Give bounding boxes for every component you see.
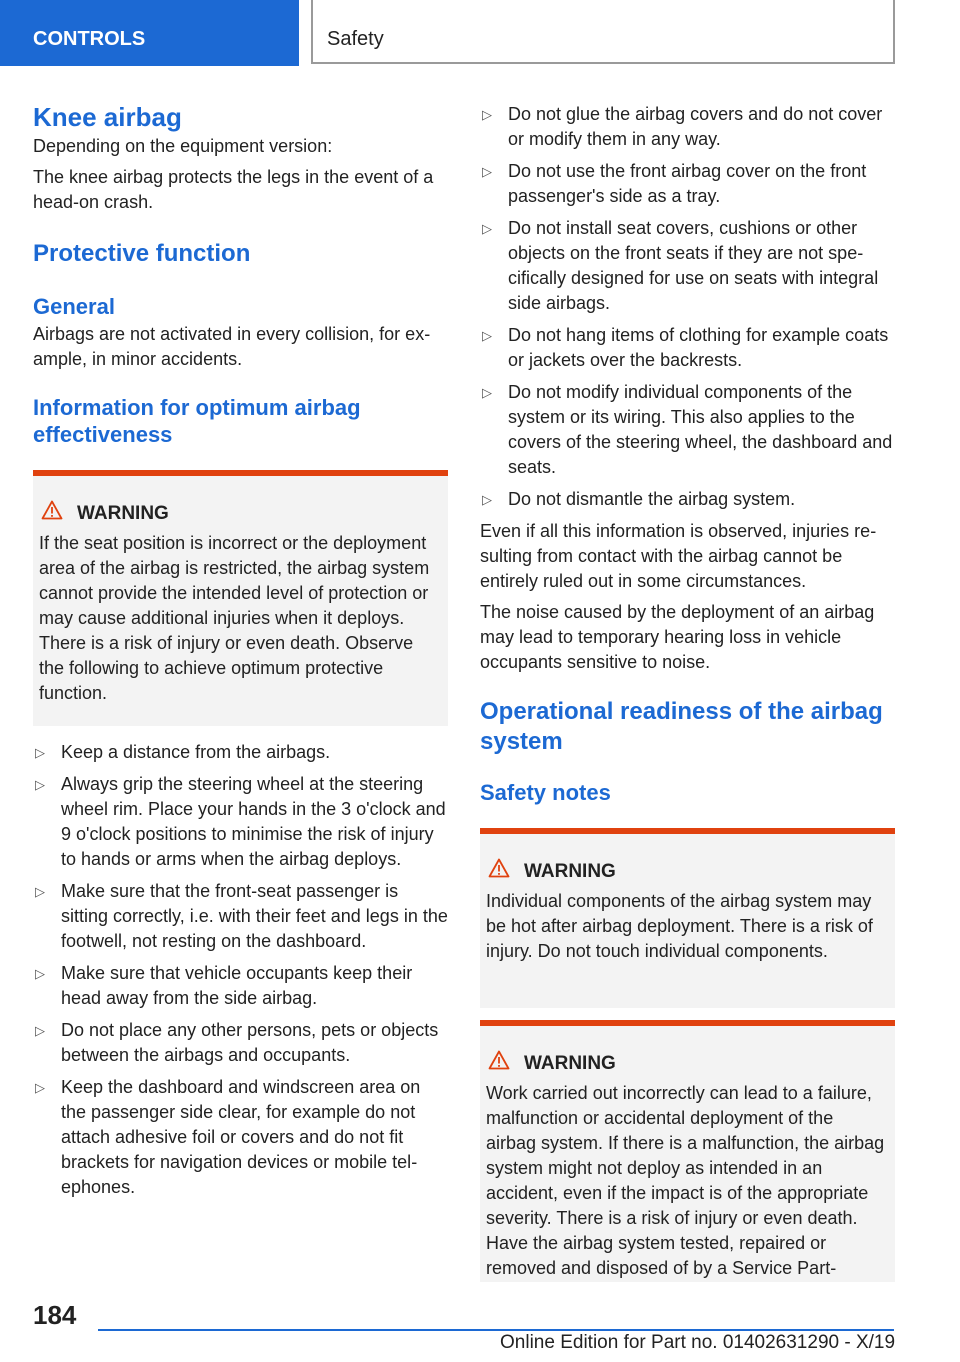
triangle-bullet-icon: ▷ bbox=[35, 1080, 45, 1095]
list-item: ▷ Do not hang items of clothing for example coats or jackets over the backrests. bbox=[482, 325, 889, 370]
list-item: ▷ Make sure that vehicle occupants keep their head away from the side airbag. bbox=[35, 963, 413, 1008]
triangle-bullet-icon: ▷ bbox=[482, 164, 492, 179]
noise-notice-paragraph: The noise caused by the deployment of an airbag may lead to temporary hearing loss in vehicle occupants sensitive to noise. bbox=[480, 602, 875, 672]
warning-title-row bbox=[39, 500, 440, 527]
knee-airbag-description: The knee airbag protects the legs in the event of a head-on crash. bbox=[33, 167, 434, 212]
warning-triangle-icon bbox=[486, 1050, 524, 1077]
triangle-bullet-icon: ▷ bbox=[482, 385, 492, 400]
warning-box bbox=[33, 470, 448, 726]
warning-triangle-icon bbox=[486, 858, 524, 885]
list-item: ▷ Keep the dashboard and windscreen area on the passenger side clear, for example do not attach adhesive foil or covers and do not fit brackets for navigation devices or mobile telephones. bbox=[35, 1077, 421, 1197]
list-item: ▷ Keep a distance from the airbags. bbox=[33, 740, 448, 765]
warning-title-row bbox=[486, 858, 887, 885]
operational-readiness-heading: Operational readiness of the airbag system bbox=[480, 698, 883, 755]
list-item: ▷ Do not install seat covers, cushions or other objects on the front seats if they are not specifically designed for use on seats with integral side airbags. bbox=[482, 218, 879, 313]
list-item: ▷ Make sure that the front-seat passenger is sitting correctly, i.e. with their feet and legs in the footwell, not resting on the dashboard. bbox=[35, 881, 448, 951]
triangle-bullet-icon: ▷ bbox=[35, 884, 45, 899]
section-tab: CONTROLS bbox=[0, 0, 299, 66]
list-item: ▷ Do not use the front airbag cover on the front passenger's side as a tray. bbox=[482, 161, 867, 206]
edition-text: Online Edition for Part no. 01402631290 - X/19 bbox=[500, 1332, 896, 1353]
triangle-bullet-icon: ▷ bbox=[482, 221, 492, 236]
precaution-list-continued bbox=[480, 102, 895, 512]
warning-triangle-icon bbox=[39, 500, 77, 527]
general-paragraph: Airbags are not activated in every collision, for example, in minor accidents. bbox=[33, 324, 431, 369]
injury-notice-paragraph: Even if all this information is observed, injuries resulting from contact with the airbag cannot be entirely ruled out in some circumstances. bbox=[480, 521, 877, 591]
general-heading: General bbox=[33, 294, 115, 319]
warning-text: Individual components of the airbag system may be hot after airbag deployment. There is a risk of injury. Do not touch individual components. bbox=[486, 891, 873, 961]
list-item: ▷ Do not place any other persons, pets or objects between the airbags and occupants. bbox=[35, 1020, 439, 1065]
list-item: ▷ Do not glue the airbag covers and do not cover or modify them in any way. bbox=[482, 104, 883, 149]
footer-divider bbox=[98, 1329, 894, 1331]
left-column bbox=[33, 102, 448, 1207]
triangle-bullet-icon: ▷ bbox=[35, 1023, 45, 1038]
warning-title: WARNING bbox=[524, 861, 616, 882]
list-item: ▷ Always grip the steering wheel at the steering wheel rim. Place your hands in the 3 o'clock and 9 o'clock positions to minimise the risk of injury to hands or arms when the airbag deploys. bbox=[35, 774, 446, 869]
knee-airbag-intro: Depending on the equipment version: bbox=[33, 136, 333, 156]
triangle-bullet-icon: ▷ bbox=[482, 107, 492, 122]
safety-notes-heading: Safety notes bbox=[480, 780, 611, 805]
precaution-list bbox=[33, 740, 448, 1200]
knee-airbag-heading: Knee airbag bbox=[33, 102, 182, 132]
triangle-bullet-icon: ▷ bbox=[35, 745, 45, 760]
warning-text: Work carried out incorrectly can lead to a failure, malfunction or accidental deployment of the airbag system. If there is a malfunction, the airbag system might not deploy as intended in an accident, even if the impact is of the appropriate severity. There is a risk of injury or even death. Have the airbag system tested, repaired or removed and disposed of by a Service Part- bbox=[486, 1083, 885, 1278]
warning-title: WARNING bbox=[524, 1053, 616, 1074]
list-item: ▷ Do not modify individual components of the system or its wiring. This also applies to the covers of the steering wheel, the dashboard and seats. bbox=[482, 382, 893, 477]
triangle-bullet-icon: ▷ bbox=[482, 328, 492, 343]
triangle-bullet-icon: ▷ bbox=[35, 777, 45, 792]
triangle-bullet-icon: ▷ bbox=[35, 966, 45, 981]
right-column bbox=[480, 102, 895, 1282]
protective-function-heading: Protective function bbox=[33, 240, 251, 267]
warning-text: If the seat position is incorrect or the deployment area of the airbag is restricted, the airbag system cannot provide the intended level of protection or may cause additional injuries when it deploys. There is a risk of injury or even death. Observe the following to achieve optimum protective function. bbox=[39, 533, 430, 703]
list-item: ▷ Do not dismantle the airbag system. bbox=[480, 487, 895, 512]
warning-box bbox=[480, 828, 895, 1008]
chapter-title: Safety bbox=[311, 0, 895, 64]
warning-box bbox=[480, 1020, 895, 1282]
warning-title: WARNING bbox=[77, 503, 169, 524]
information-heading: Information for optimum airbag effectiveness bbox=[33, 395, 361, 447]
page-header bbox=[0, 0, 960, 66]
triangle-bullet-icon: ▷ bbox=[482, 492, 492, 507]
page-number: 184 bbox=[33, 1300, 77, 1330]
warning-title-row bbox=[486, 1050, 887, 1077]
